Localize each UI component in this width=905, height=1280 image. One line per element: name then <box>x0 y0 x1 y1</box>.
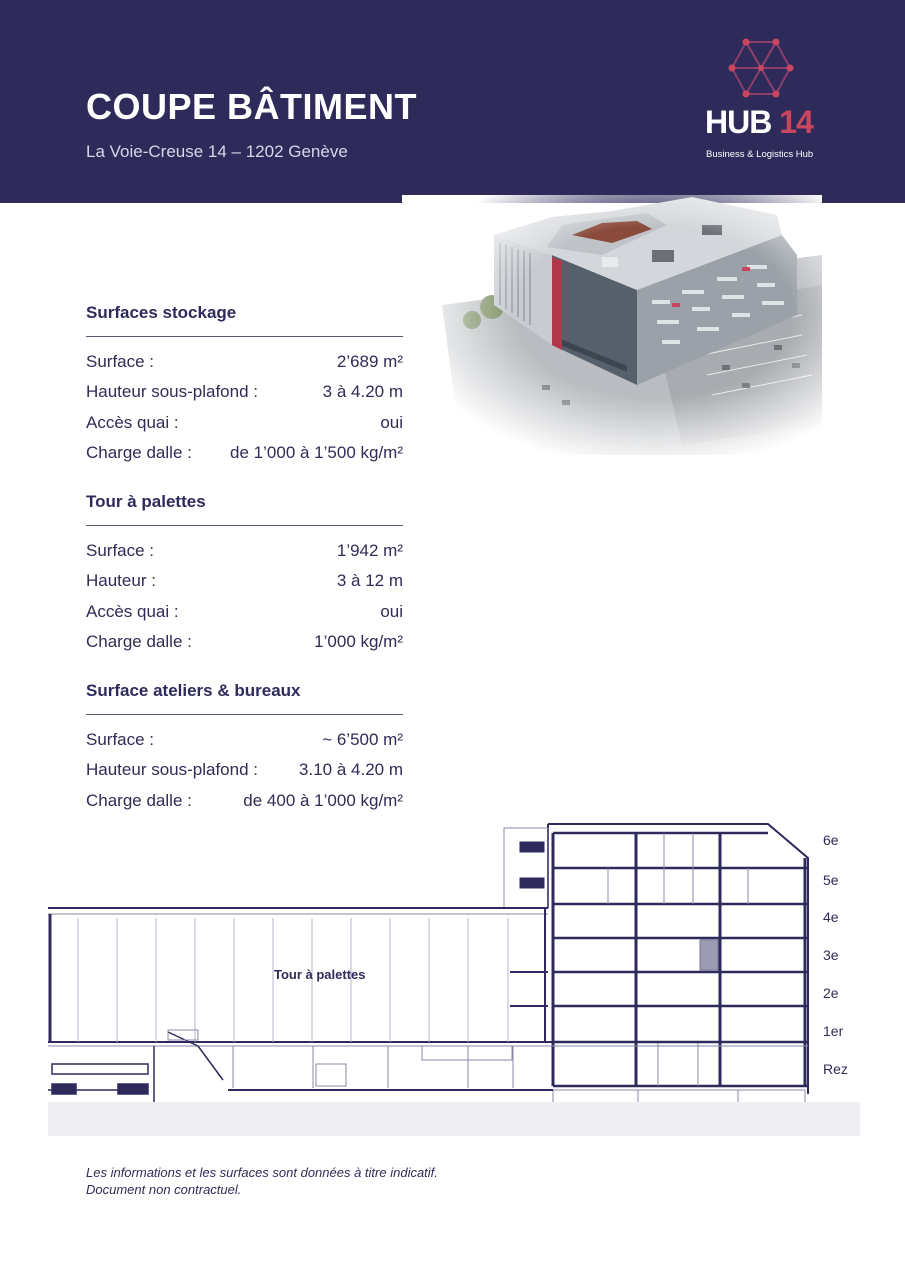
spec-row: Surface : ~ 6’500 m² <box>86 730 403 749</box>
floor-label: 6e <box>823 832 839 848</box>
address: La Voie-Creuse 14 – 1202 Genève <box>86 142 348 161</box>
section-title: Surfaces stockage <box>86 303 237 322</box>
section-label: Tour à palettes <box>274 967 366 982</box>
floor-label: Rez <box>823 1061 848 1077</box>
section-title: Surface ateliers & bureaux <box>86 681 301 700</box>
page-title: COUPE BÂTIMENT <box>86 86 417 127</box>
hub14-logo <box>700 38 830 168</box>
spec-row: Charge dalle : de 400 à 1’000 kg/m² <box>86 790 403 810</box>
floor-label: 3e <box>823 947 839 963</box>
logo-tagline: Business & Logistics Hub <box>706 149 814 160</box>
divider <box>86 336 403 337</box>
logo-wordmark: HUB 14 <box>705 104 813 140</box>
floor-label: 5e <box>823 872 839 888</box>
disclaimer-line: Document non contractuel. <box>86 1182 242 1197</box>
divider <box>86 714 403 715</box>
spec-row: Charge dalle : 1’000 kg/m² <box>86 631 403 651</box>
divider <box>86 525 403 526</box>
spec-block-stockage <box>86 298 403 468</box>
spec-row: Accès quai : oui <box>86 412 403 432</box>
spec-row: Hauteur : 3 à 12 m <box>86 571 403 591</box>
spec-row: Accès quai : oui <box>86 601 403 621</box>
spec-block-ateliers <box>86 676 403 816</box>
floor-label: 1er <box>823 1023 844 1039</box>
spec-block-tour <box>86 487 403 657</box>
aerial-building-photo <box>402 195 822 455</box>
spec-row: Surface : 2’689 m² <box>86 352 403 371</box>
building-section-drawing <box>48 818 860 1138</box>
disclaimer <box>86 1164 438 1198</box>
floor-label: 4e <box>823 909 839 925</box>
spec-row: Charge dalle : de 1’000 à 1’500 kg/m² <box>86 442 403 462</box>
spec-row: Surface : 1’942 m² <box>86 541 403 560</box>
spec-row: Hauteur sous-plafond : 3.10 à 4.20 m <box>86 760 403 780</box>
section-title: Tour à palettes <box>86 492 206 511</box>
network-hexagon-icon <box>728 38 794 98</box>
header-banner <box>0 0 905 203</box>
spec-row: Hauteur sous-plafond : 3 à 4.20 m <box>86 382 403 402</box>
disclaimer-line: Les informations et les surfaces sont données à titre indicatif. <box>86 1165 438 1180</box>
floor-label: 2e <box>823 985 839 1001</box>
